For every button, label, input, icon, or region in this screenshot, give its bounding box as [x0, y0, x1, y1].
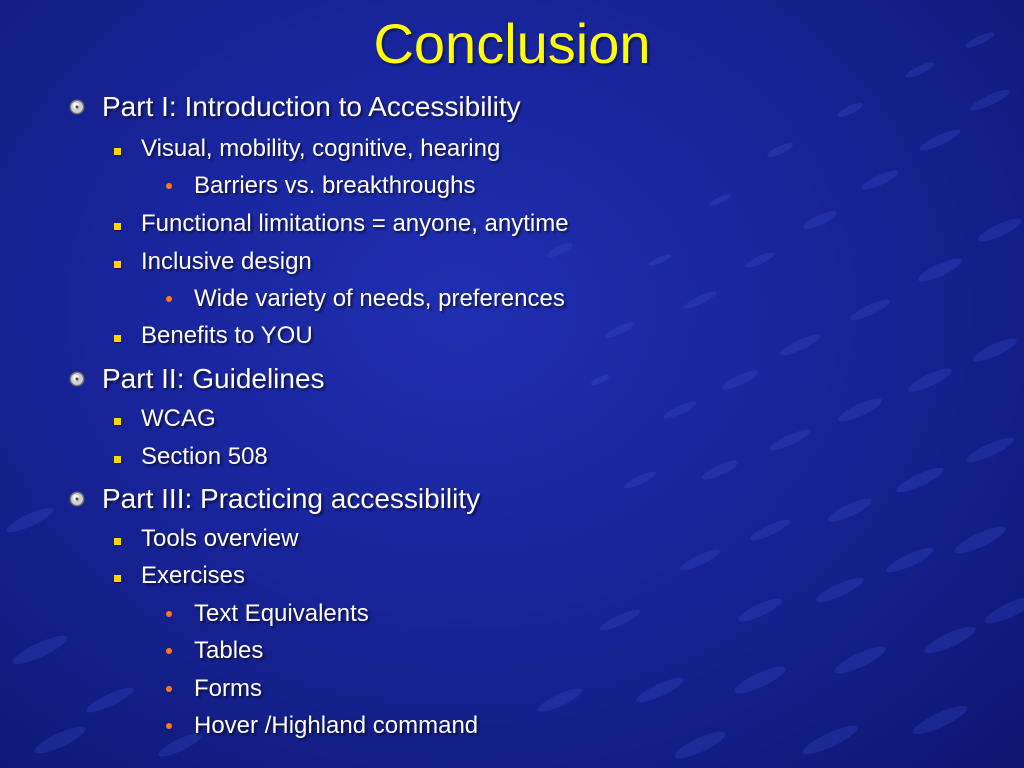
bullet-text: Inclusive design [141, 248, 312, 275]
bullet-text: WCAG [141, 405, 216, 432]
dot-bullet-icon [166, 611, 172, 617]
bullet-item [114, 524, 298, 554]
bullet-text: Exercises [141, 562, 246, 589]
bullet-text: Wide variety of needs, preferences [194, 285, 565, 312]
square-bullet-icon [114, 261, 121, 268]
bullet-item [114, 442, 268, 472]
bullet-item [114, 321, 313, 351]
dot-bullet-icon [166, 686, 172, 692]
bullet-text: Functional limitations = anyone, anytime [141, 210, 569, 237]
slide-title: Conclusion [373, 12, 651, 75]
bullet-item [166, 599, 369, 629]
bullet-text: Part III: Practicing accessibility [102, 483, 481, 514]
bullet-item [166, 711, 478, 741]
square-bullet-icon [114, 538, 121, 545]
bullet-text: Part I: Introduction to Accessibility [102, 91, 521, 122]
bullet-item [166, 284, 565, 314]
bullet-item [68, 90, 521, 124]
dot-bullet-icon [166, 723, 172, 729]
bullet-text: Section 508 [141, 443, 268, 470]
bullet-item [166, 636, 263, 666]
square-bullet-icon [114, 456, 121, 463]
dot-bullet-icon [166, 648, 172, 654]
bullet-item [68, 482, 480, 516]
square-bullet-icon [114, 223, 121, 230]
dot-bullet-icon [166, 296, 172, 302]
square-bullet-icon [114, 148, 121, 155]
gear-icon [68, 370, 86, 388]
square-bullet-icon [114, 575, 121, 582]
bullet-text: Benefits to YOU [141, 322, 313, 349]
bullet-item [114, 134, 500, 164]
bullet-text: Hover /Highland command [194, 712, 479, 739]
bullet-text: Barriers vs. breakthroughs [194, 172, 476, 199]
gear-icon [68, 98, 86, 116]
bullet-item [68, 362, 325, 396]
square-bullet-icon [114, 418, 121, 425]
bullet-text: Visual, mobility, cognitive, hearing [141, 135, 501, 162]
dot-bullet-icon [166, 183, 172, 189]
bullet-text: Text Equivalents [194, 600, 369, 627]
bullet-item [114, 404, 216, 434]
bullet-item [114, 247, 312, 277]
bullet-text: Part II: Guidelines [102, 363, 325, 394]
bullet-item [166, 674, 262, 704]
bullet-item [166, 171, 475, 201]
bullet-text: Forms [194, 675, 262, 702]
square-bullet-icon [114, 335, 121, 342]
bullet-text: Tables [194, 637, 264, 664]
bullet-item [114, 209, 569, 239]
bullet-text: Tools overview [141, 525, 299, 552]
bullet-item [114, 561, 245, 591]
gear-icon [68, 490, 86, 508]
